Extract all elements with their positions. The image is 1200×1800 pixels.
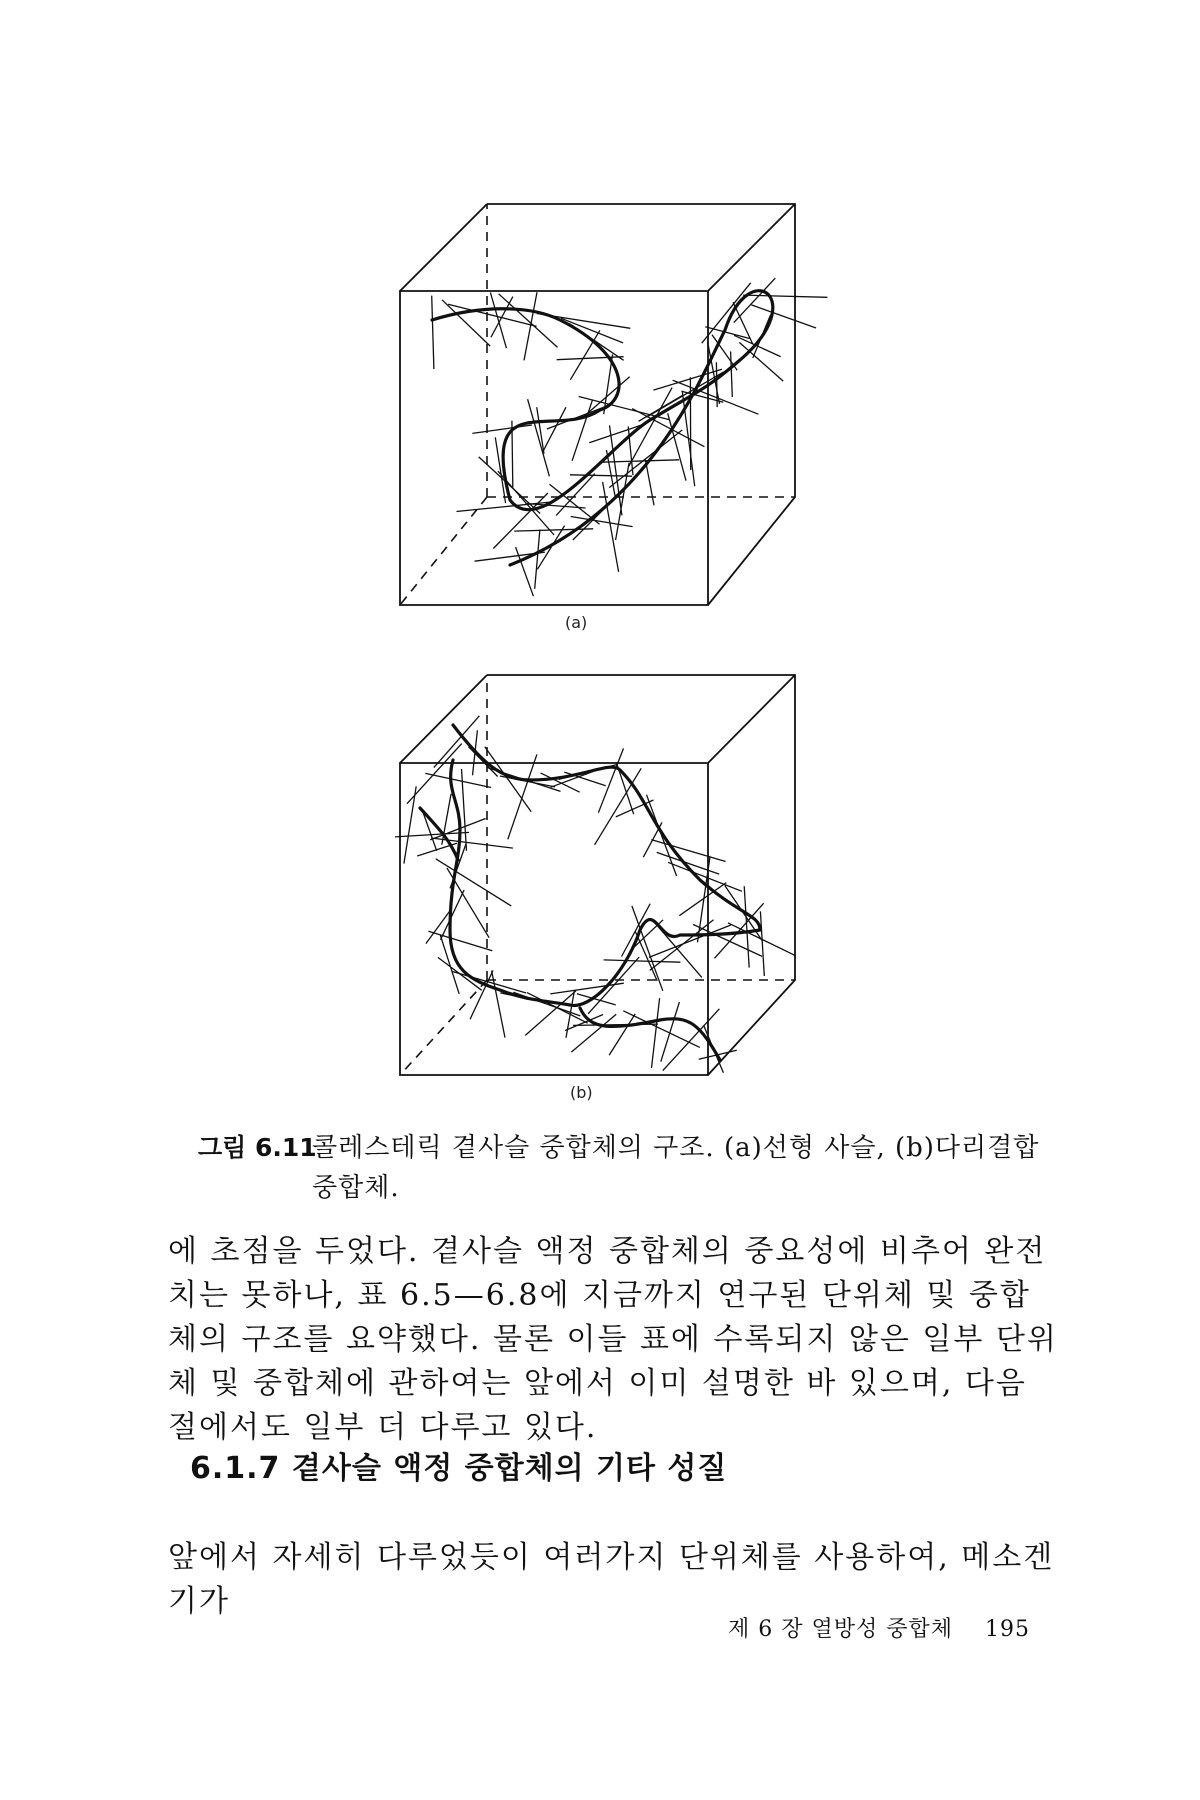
mesogen-stick (442, 300, 490, 346)
mesogen-stick (571, 1014, 616, 1052)
mesogen-stick (693, 924, 762, 956)
mesogen-stick (609, 430, 682, 488)
mesogen-stick (583, 377, 630, 417)
mesogen-stick (589, 425, 643, 443)
mesogen-stick (429, 931, 493, 950)
figure-number: 그림 6.11 (198, 1133, 317, 1162)
mesogen-stick (751, 305, 816, 328)
mesogen-stick (609, 1014, 635, 1055)
crosslinked-network-b (420, 725, 760, 1060)
panel-label-a: (a) (565, 613, 588, 632)
mesogen-stick (652, 998, 660, 1068)
mesogen-stick (490, 293, 506, 349)
body-paragraph-2: 앞에서 자세히 다루었듯이 여러가지 단위체를 사용하여, 메소겐기가 (168, 1540, 1055, 1619)
mesogen-stick (417, 843, 457, 856)
mesogen-stick (617, 763, 634, 814)
mesogen-stick (622, 904, 651, 957)
running-head: 제 6 장 열방성 중합체 (728, 1617, 953, 1642)
mesogen-stick (404, 786, 416, 863)
mesogen-stick (679, 883, 726, 916)
mesogen-stick (588, 957, 639, 1014)
mesogen-stick (537, 407, 544, 454)
mesogen-stick (661, 1002, 680, 1062)
mesogen-stick (570, 330, 600, 380)
mesogen-stick (733, 302, 753, 344)
panel-label-b: (b) (570, 1083, 593, 1102)
mesogen-stick (425, 773, 491, 787)
section-heading: 6.1.7 곁사슬 액정 중합체의 기타 성질 (190, 1451, 728, 1486)
cube-a (400, 204, 827, 605)
mesogen-stick (573, 1024, 658, 1025)
mesogen-stick (705, 327, 749, 339)
mesogen-stick (432, 296, 434, 369)
figure-caption-text: 콜레스테릭 곁사슬 중합체의 구조. (a)선형 사슬, (b)다리결합 중합체. (312, 1133, 1040, 1203)
mesogen-stick (550, 484, 600, 524)
mesogen-stick (559, 764, 618, 779)
mesogen-stick (431, 838, 513, 848)
mesogen-stick (743, 295, 827, 297)
mesogen-stick (744, 886, 749, 967)
page-number: 195 (985, 1617, 1030, 1642)
mesogen-stick (475, 552, 545, 561)
mesogen-stick (453, 972, 527, 994)
mesogen-stick (438, 957, 482, 990)
mesogen-stick (595, 768, 642, 845)
mesogen-stick (616, 463, 630, 540)
mesogen-stick (760, 911, 764, 976)
mesogen-stick (528, 399, 550, 476)
mesogen-stick (653, 369, 722, 390)
mesogen-stick (436, 859, 512, 906)
mesogen-stick (572, 400, 593, 461)
mesogen-stick (731, 351, 733, 397)
mesogen-stick (512, 421, 513, 488)
mesogen-stick (434, 716, 480, 768)
mesogen-stick (472, 425, 532, 433)
mesogen-stick (508, 754, 537, 839)
mesogen-stick (535, 529, 540, 588)
mesogen-stick (543, 407, 566, 451)
mesogen-stick (569, 324, 623, 361)
mesogen-stick (645, 460, 654, 505)
mesogen-stick (651, 840, 725, 862)
body-paragraph-1: 에 초점을 두었다. 곁사슬 액정 중합체의 중요성에 비추어 완전치는 못하나, 표 6.5—6.8에 지금까지 연구된 단위체 및 중합체의 구조를 요약했다. 물론 이들 표에 수록되지 않은 일부 단위체 및 중합체에 관하여는 앞에서 이미 설명한 바 있으며, 다음 절에서도 일부 더 다루고 있다. (168, 1234, 1058, 1445)
mesogen-stick (635, 932, 657, 981)
mesogen-stick (657, 852, 720, 874)
mesogen-stick (716, 362, 717, 407)
mesogen-stick (704, 1025, 724, 1073)
mesogen-stick (550, 983, 624, 994)
mesogen-stick (570, 475, 632, 476)
mesogen-stick (493, 493, 548, 549)
mesogen-stick (652, 919, 702, 978)
page-footer (700, 1612, 1030, 1643)
cube-b (395, 675, 796, 1075)
figure-caption (198, 1128, 1058, 1208)
mesogen-stick (492, 971, 505, 1038)
mesogen-stick (557, 357, 624, 360)
mesogen-stick (604, 960, 681, 962)
mesogen-stick (422, 809, 437, 851)
mesogen-stick (537, 314, 630, 329)
mesogen-stick (602, 460, 680, 462)
mesogen-stick (500, 993, 546, 1003)
linear-chain-a (432, 291, 773, 565)
